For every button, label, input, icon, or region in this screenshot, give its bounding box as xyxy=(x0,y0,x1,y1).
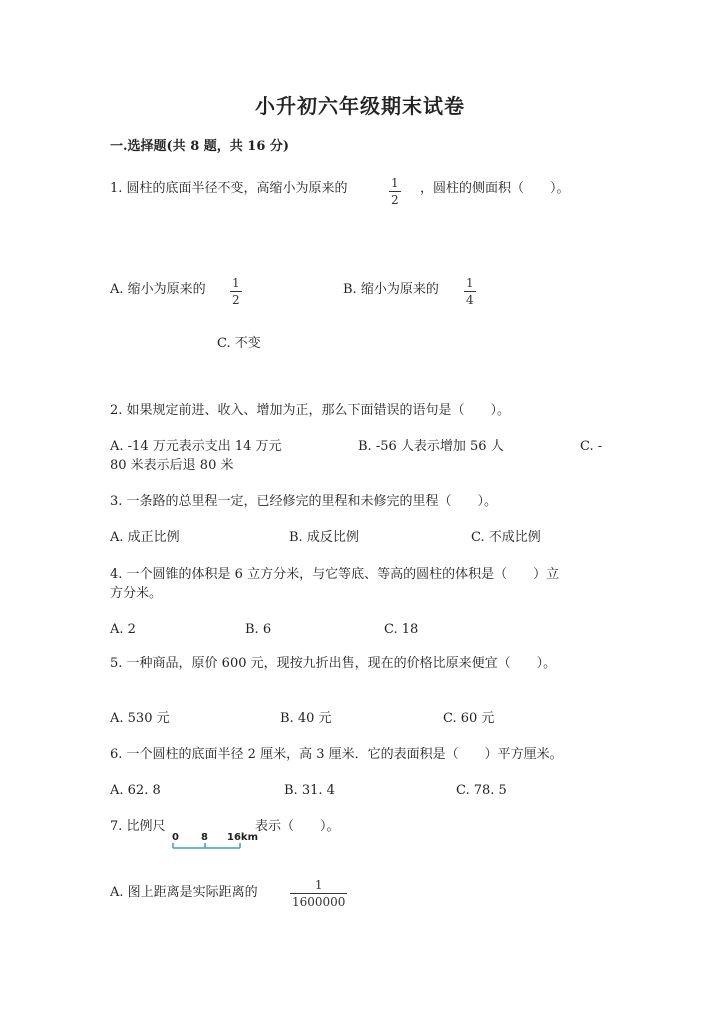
q4-stem-a: 4. 一个圆锥的体积是 6 立方分米，与它等底、等高的圆柱的体积是（ ）立 xyxy=(110,567,560,582)
fraction-bar xyxy=(290,893,347,894)
q5-option-c[interactable]: C. 60 元 xyxy=(443,711,495,726)
q1-option-b-fraction xyxy=(464,276,476,307)
q1-option-b[interactable]: B. 缩小为原来的 xyxy=(343,282,439,297)
fraction-bar xyxy=(389,191,401,192)
q5-option-a[interactable]: A. 530 元 xyxy=(110,711,170,726)
fraction-numerator: 1 xyxy=(232,276,240,290)
q4-stem-b: 方分米。 xyxy=(110,586,163,601)
section-heading: 一.选择题(共 8 题，共 16 分) xyxy=(110,139,290,154)
q5-stem: 5. 一种商品，原价 600 元，现按九折出售，现在的价格比原来便宜（ ）。 xyxy=(110,656,557,671)
q1-option-a-fraction xyxy=(230,276,242,307)
fraction-numerator: 1 xyxy=(466,276,474,290)
q3-option-b[interactable]: B. 成反比例 xyxy=(289,530,359,545)
q1-stem-a: 1. 圆柱的底面半径不变，高缩小为原来的 xyxy=(110,181,348,196)
q7-option-a-fraction xyxy=(290,878,347,909)
q3-stem: 3. 一条路的总里程一定，已经修完的里程和未修完的里程（ ）。 xyxy=(110,494,498,509)
fraction-denominator: 2 xyxy=(391,193,399,207)
q1-option-c[interactable]: C. 不变 xyxy=(217,336,261,351)
q2-option-c-start[interactable]: C. - xyxy=(580,439,603,454)
q1-stem-fraction xyxy=(389,176,401,207)
fraction-numerator: 1 xyxy=(314,878,323,892)
q4-option-a[interactable]: A. 2 xyxy=(110,622,136,637)
q7-option-a[interactable]: A. 图上距离是实际距离的 xyxy=(110,885,258,900)
q2-stem: 2. 如果规定前进、收入、增加为正，那么下面错误的语句是（ ）。 xyxy=(110,403,511,418)
q6-option-a[interactable]: A. 62. 8 xyxy=(110,783,161,798)
q2-option-a[interactable]: A. -14 万元表示支出 14 万元 xyxy=(110,439,282,454)
q1-stem-b: ，圆柱的侧面积（ ）。 xyxy=(420,181,570,196)
fraction-numerator: 1 xyxy=(391,176,399,190)
q7-stem-b: 表示（ ）。 xyxy=(255,819,340,834)
q6-option-b[interactable]: B. 31. 4 xyxy=(284,783,335,798)
q6-option-c[interactable]: C. 78. 5 xyxy=(456,783,507,798)
scale-label-16km: 16km xyxy=(227,832,258,843)
q5-option-b[interactable]: B. 40 元 xyxy=(280,711,332,726)
q2-option-c-end[interactable]: 80 米表示后退 80 米 xyxy=(110,458,234,473)
q4-option-c[interactable]: C. 18 xyxy=(384,622,419,637)
q6-stem: 6. 一个圆柱的底面半径 2 厘米，高 3 厘米．它的表面积是（ ）平方厘米。 xyxy=(110,747,563,762)
fraction-denominator: 2 xyxy=(232,293,240,307)
fraction-bar xyxy=(230,291,242,292)
page-title: 小升初六年级期末试卷 xyxy=(255,94,465,118)
q1-option-a[interactable]: A. 缩小为原来的 xyxy=(110,282,206,297)
fraction-denominator: 4 xyxy=(466,293,474,307)
scale-label-0: 0 xyxy=(172,832,179,843)
q2-option-b[interactable]: B. -56 人表示增加 56 人 xyxy=(358,439,504,454)
fraction-denominator: 1600000 xyxy=(292,895,346,909)
q4-option-b[interactable]: B. 6 xyxy=(245,622,272,637)
scale-bar xyxy=(170,830,260,852)
q3-option-c[interactable]: C. 不成比例 xyxy=(471,530,541,545)
fraction-bar xyxy=(464,291,476,292)
q3-option-a[interactable]: A. 成正比例 xyxy=(110,530,180,545)
scale-label-8: 8 xyxy=(201,832,208,843)
q7-stem-a: 7. 比例尺 xyxy=(110,819,166,834)
